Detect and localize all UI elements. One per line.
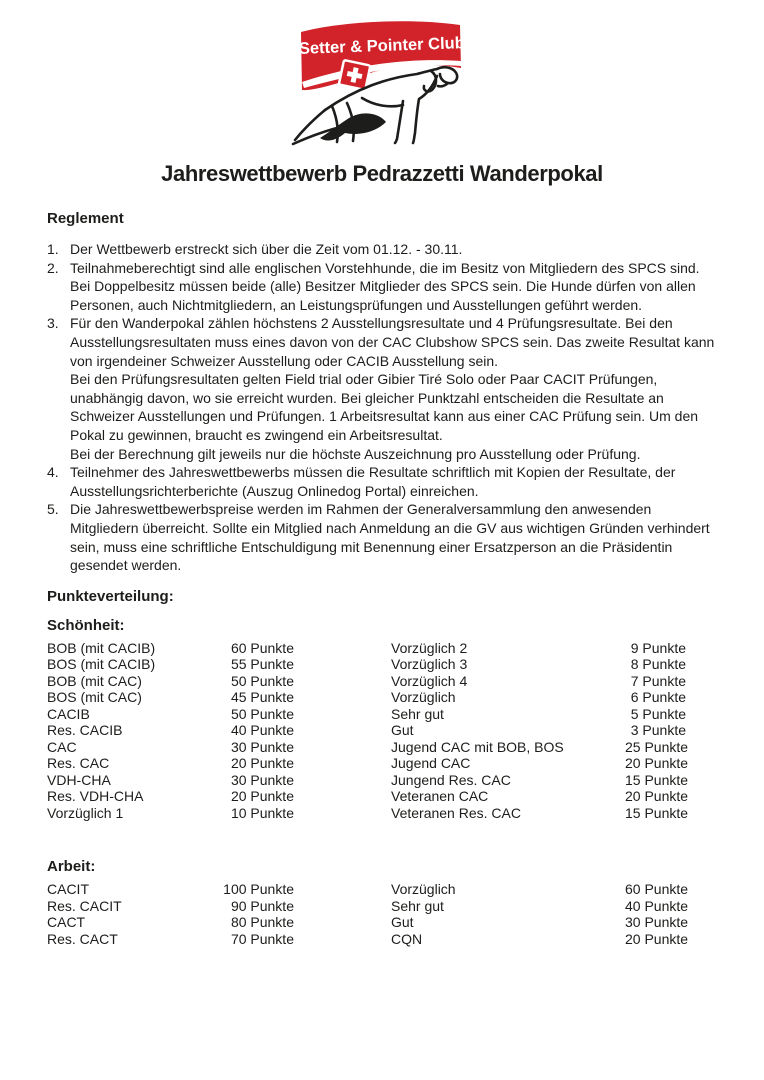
points-value: 55 Punkte [230,656,294,673]
column-spacer [294,640,391,657]
points-value: 15 Punkte [625,804,689,821]
award-label: BOS (mit CACIB) [47,656,156,673]
points-table [47,640,717,822]
document-title: Jahreswettbewerb Pedrazzetti Wanderpokal [161,161,603,186]
item-paragraph: Bei den Prüfungsresultaten gelten Field trial oder Gibier Tiré Solo oder Paar CACIT Prüfungen, unabhängig davon, wo sie erreicht wurden. Bei gleicher Punktzahl entscheiden die Resultate an Schweizer Ausstellungen und Prüfungen. 1 Arbeitsresultat kann aus einer CAC Prüfung sein. Um den Pokal zu gewinnen, braucht es zwingend ein Arbeitsresultat. [70,371,699,443]
points-value: 25 Punkte [625,738,689,755]
column-spacer [294,788,391,805]
points-value: 9 Punkte [630,639,686,656]
points-row [47,788,717,805]
award-label: CACIT [47,881,89,898]
award-label: Veteranen Res. CAC [391,804,521,821]
item-text [70,240,717,259]
award-label: Vorzüglich 1 [47,804,124,821]
points-category-heading: Arbeit: [47,858,96,876]
points-value: 7 Punkte [630,672,686,689]
award-label: Vorzüglich 3 [391,656,468,673]
points-value: 70 Punkte [230,930,294,947]
points-value: 20 Punkte [625,788,689,805]
item-number: 2. [47,259,59,276]
item-paragraph: Die Jahreswettbewerbspreise werden im Rahmen der Generalversammlung den anwesenden Mitgliedern überreicht. Sollte ein Mitglied nach Anmeldung an die GV aus wichtigen Gründen verhindert sein, muss eine schriftliche Entschuldigung mit Benennung einer Ersatzperson an die Präsidentin gesendet werden. [70,501,710,574]
points-value: 5 Punkte [630,705,686,722]
points-value: 15 Punkte [625,771,689,788]
points-row [47,755,717,772]
points-category [47,857,717,947]
points-category [47,616,717,822]
points-row [47,722,717,739]
points-row [47,772,717,789]
points-value: 60 Punkte [230,639,294,656]
item-paragraph: Bei der Berechnung gilt jeweils nur die höchste Auszeichnung pro Ausstellung oder Prüfung. [70,445,641,462]
points-row [47,673,717,690]
award-label: Res. CACIB [47,722,123,739]
punkteverteilung-heading: Punkteverteilung: [47,587,174,605]
points-value: 40 Punkte [625,897,689,914]
points-value: 45 Punkte [230,689,294,706]
points-value: 8 Punkte [630,656,686,673]
award-label: Jungend Res. CAC [391,771,511,788]
item-text [70,463,717,500]
column-spacer [294,898,391,915]
award-label: Jugend CAC mit BOB, BOS [391,738,564,755]
award-label: VDH-CHA [47,771,111,788]
reglement-section [0,209,764,575]
points-row [47,706,717,723]
award-label: CAC [47,738,77,755]
award-label: Sehr gut [391,705,444,722]
points-value: 20 Punkte [230,788,294,805]
item-text [70,259,717,315]
points-section-wrap [0,587,764,948]
points-value: 20 Punkte [230,755,294,772]
reglement-heading: Reglement [47,210,124,227]
column-spacer [294,805,391,822]
points-row [47,898,717,915]
points-sections [0,616,764,948]
award-label: Gut [391,722,414,739]
award-label: BOB (mit CAC) [47,672,142,689]
award-label: CACIB [47,705,90,722]
award-label: Sehr gut [391,897,444,914]
points-row [47,931,717,948]
column-spacer [294,689,391,706]
reglement-item [47,463,717,500]
club-logo-graphic [287,18,477,148]
item-paragraph: Der Wettbewerb erstreckt sich über die Zeit vom 01.12. - 30.11. [70,241,463,257]
reglement-list [47,240,717,575]
points-row [47,805,717,822]
award-label: Vorzüglich 2 [391,639,468,656]
column-spacer [294,656,391,673]
item-number: 5. [47,501,59,518]
award-label: Vorzüglich 4 [391,672,468,689]
points-value: 60 Punkte [625,881,689,898]
points-row [47,689,717,706]
reglement-item [47,240,717,259]
column-spacer [294,914,391,931]
points-value: 3 Punkte [630,722,686,739]
points-value: 20 Punkte [625,930,689,947]
points-value: 90 Punkte [230,897,294,914]
reglement-item [47,500,717,574]
points-value: 30 Punkte [625,914,689,931]
points-table [47,881,717,947]
points-category-heading: Schönheit: [47,616,125,634]
swiss-flag-icon [339,60,371,90]
item-number: 4. [47,464,59,481]
award-label: Res. CACIT [47,897,122,914]
points-row [47,914,717,931]
award-label: Vorzüglich [391,881,456,898]
column-spacer [294,755,391,772]
item-text [70,500,717,574]
points-value: 30 Punkte [230,771,294,788]
reglement-item [47,259,717,315]
points-value: 6 Punkte [630,689,686,706]
column-spacer [294,931,391,948]
award-label: Vorzüglich [391,689,456,706]
item-text [70,314,717,463]
points-value: 50 Punkte [230,705,294,722]
item-number: 1. [47,241,59,257]
points-value: 20 Punkte [625,755,689,772]
item-paragraph: Teilnehmer des Jahreswettbewerbs müssen die Resultate schriftlich mit Kopien der Resultate, der Ausstellungsrichterberichte (Auszug Onlinedog Portal) einreichen. [70,464,676,499]
column-spacer [294,772,391,789]
award-label: Res. CAC [47,755,110,772]
points-row [47,640,717,657]
column-spacer [294,739,391,756]
reglement-item [47,314,717,463]
item-paragraph: Für den Wanderpokal zählen höchstens 2 Ausstellungsresultate und 4 Prüfungsresultate. Bei den Ausstellungsresultaten muss eines davon von der CAC Clubshow SPCS sein. Das zweite Resultat kann von irgendeiner Schweizer Ausstellung oder CACIB Ausstellung sein. [70,315,715,369]
points-row [47,656,717,673]
column-spacer [294,722,391,739]
points-value: 50 Punkte [230,672,294,689]
award-label: BOS (mit CAC) [47,689,142,706]
points-row [47,739,717,756]
points-value: 10 Punkte [230,804,294,821]
award-label: Res. CACT [47,930,118,947]
award-label: CACT [47,914,86,931]
club-name-text: Setter & Pointer Club [298,34,466,58]
points-value: 40 Punkte [230,722,294,739]
points-value: 80 Punkte [230,914,294,931]
points-value: 100 Punkte [223,881,294,898]
column-spacer [294,706,391,723]
award-label: BOB (mit CACIB) [47,639,156,656]
award-label: Res. VDH-CHA [47,788,144,805]
points-row [47,881,717,898]
award-label: Veteranen CAC [391,788,489,805]
item-number: 3. [47,315,59,332]
award-label: Jugend CAC [391,755,471,772]
award-label: CQN [391,930,423,947]
column-spacer [294,881,391,898]
award-label: Gut [391,914,414,931]
column-spacer [294,673,391,690]
club-logo [0,0,764,148]
points-value: 30 Punkte [230,738,294,755]
item-paragraph: Teilnahmeberechtigt sind alle englischen Vorstehhunde, die im Besitz von Mitgliedern des SPCS sind. Bei Doppelbesitz müssen beide (alle) Besitzer Mitglieder des SPCS sein. Die Hunde dürfen von allen Personen, auch Nichtmitgliedern, an Leistungsprüfungen und Ausstellungen geführt werden. [70,259,700,313]
